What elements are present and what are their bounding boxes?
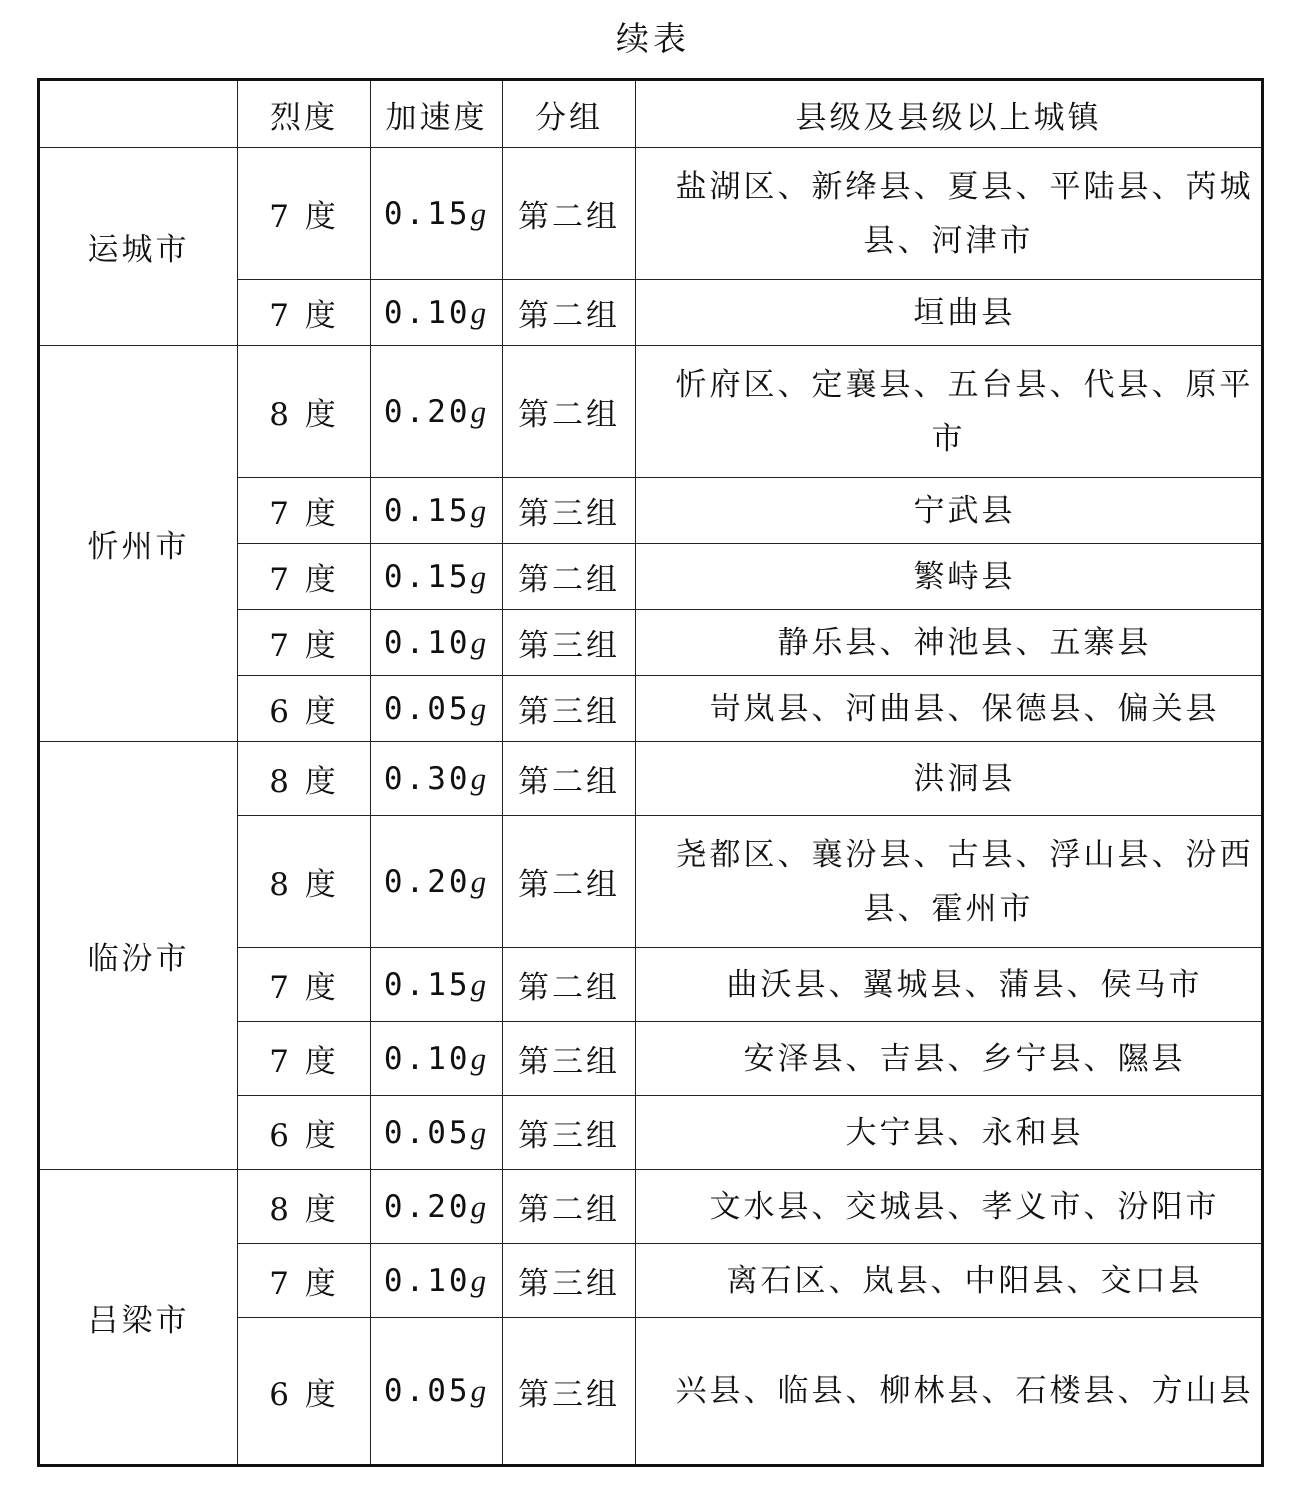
intensity-cell: 6 度: [238, 1096, 371, 1170]
group-cell: 第二组: [503, 1170, 636, 1244]
towns-cell: 忻府区、定襄县、五台县、代县、原平市: [636, 346, 1263, 478]
seismic-zoning-table: [37, 78, 1264, 1467]
acceleration-cell: 0.05g: [371, 1096, 503, 1170]
group-cell: 第三组: [503, 1318, 636, 1466]
group-cell: 第三组: [503, 610, 636, 676]
group-cell: 第三组: [503, 676, 636, 742]
table-title: 续表: [616, 19, 690, 58]
group-cell: 第三组: [503, 1244, 636, 1318]
city-cell: 运城市: [39, 148, 238, 346]
acceleration-cell: 0.30g: [371, 742, 503, 816]
group-cell: 第二组: [503, 280, 636, 346]
intensity-cell: 8 度: [238, 1170, 371, 1244]
towns-cell: 垣曲县: [636, 280, 1263, 346]
intensity-cell: 8 度: [238, 346, 371, 478]
table-row: [39, 1170, 1263, 1244]
intensity-cell: 7 度: [238, 1244, 371, 1318]
intensity-cell: 7 度: [238, 478, 371, 544]
towns-cell: 安泽县、吉县、乡宁县、隰县: [636, 1022, 1263, 1096]
table-row: [39, 742, 1263, 816]
towns-cell: 文水县、交城县、孝义市、汾阳市: [636, 1170, 1263, 1244]
intensity-cell: 7 度: [238, 610, 371, 676]
acceleration-cell: 0.15g: [371, 948, 503, 1022]
towns-cell: 岢岚县、河曲县、保德县、偏关县: [636, 676, 1263, 742]
group-cell: 第二组: [503, 816, 636, 948]
group-cell: 第二组: [503, 148, 636, 280]
towns-cell: 离石区、岚县、中阳县、交口县: [636, 1244, 1263, 1318]
intensity-cell: 7 度: [238, 148, 371, 280]
acceleration-cell: 0.20g: [371, 816, 503, 948]
intensity-cell: 8 度: [238, 742, 371, 816]
city-cell: 临汾市: [39, 742, 238, 1170]
acceleration-cell: 0.20g: [371, 1170, 503, 1244]
header-intensity: 烈度: [238, 80, 371, 148]
intensity-cell: 7 度: [238, 280, 371, 346]
acceleration-cell: 0.10g: [371, 610, 503, 676]
acceleration-cell: 0.15g: [371, 544, 503, 610]
acceleration-cell: 0.15g: [371, 148, 503, 280]
towns-cell: 静乐县、神池县、五寨县: [636, 610, 1263, 676]
intensity-cell: 6 度: [238, 676, 371, 742]
towns-cell: 繁峙县: [636, 544, 1263, 610]
acceleration-cell: 0.10g: [371, 1244, 503, 1318]
group-cell: 第二组: [503, 948, 636, 1022]
header-towns: 县级及县级以上城镇: [636, 80, 1263, 148]
intensity-cell: 7 度: [238, 1022, 371, 1096]
header-acceleration: 加速度: [371, 80, 503, 148]
group-cell: 第二组: [503, 346, 636, 478]
table-row: [39, 346, 1263, 478]
group-cell: 第二组: [503, 544, 636, 610]
acceleration-cell: 0.10g: [371, 1022, 503, 1096]
group-cell: 第三组: [503, 478, 636, 544]
city-cell: 忻州市: [39, 346, 238, 742]
header-row: [39, 80, 1263, 148]
towns-cell: 大宁县、永和县: [636, 1096, 1263, 1170]
group-cell: 第二组: [503, 742, 636, 816]
header-group: 分组: [503, 80, 636, 148]
towns-cell: 兴县、临县、柳林县、石楼县、方山县: [636, 1318, 1263, 1466]
acceleration-cell: 0.05g: [371, 676, 503, 742]
towns-cell: 宁武县: [636, 478, 1263, 544]
intensity-cell: 7 度: [238, 948, 371, 1022]
acceleration-cell: 0.05g: [371, 1318, 503, 1466]
acceleration-cell: 0.20g: [371, 346, 503, 478]
towns-cell: 洪洞县: [636, 742, 1263, 816]
acceleration-cell: 0.15g: [371, 478, 503, 544]
towns-cell: 曲沃县、翼城县、蒲县、侯马市: [636, 948, 1263, 1022]
group-cell: 第三组: [503, 1096, 636, 1170]
intensity-cell: 6 度: [238, 1318, 371, 1466]
intensity-cell: 7 度: [238, 544, 371, 610]
towns-cell: 尧都区、襄汾县、古县、浮山县、汾西县、霍州市: [636, 816, 1263, 948]
table-row: [39, 148, 1263, 280]
header-city: [39, 80, 238, 148]
acceleration-cell: 0.10g: [371, 280, 503, 346]
city-cell: 吕梁市: [39, 1170, 238, 1466]
group-cell: 第三组: [503, 1022, 636, 1096]
towns-cell: 盐湖区、新绛县、夏县、平陆县、芮城县、河津市: [636, 148, 1263, 280]
intensity-cell: 8 度: [238, 816, 371, 948]
